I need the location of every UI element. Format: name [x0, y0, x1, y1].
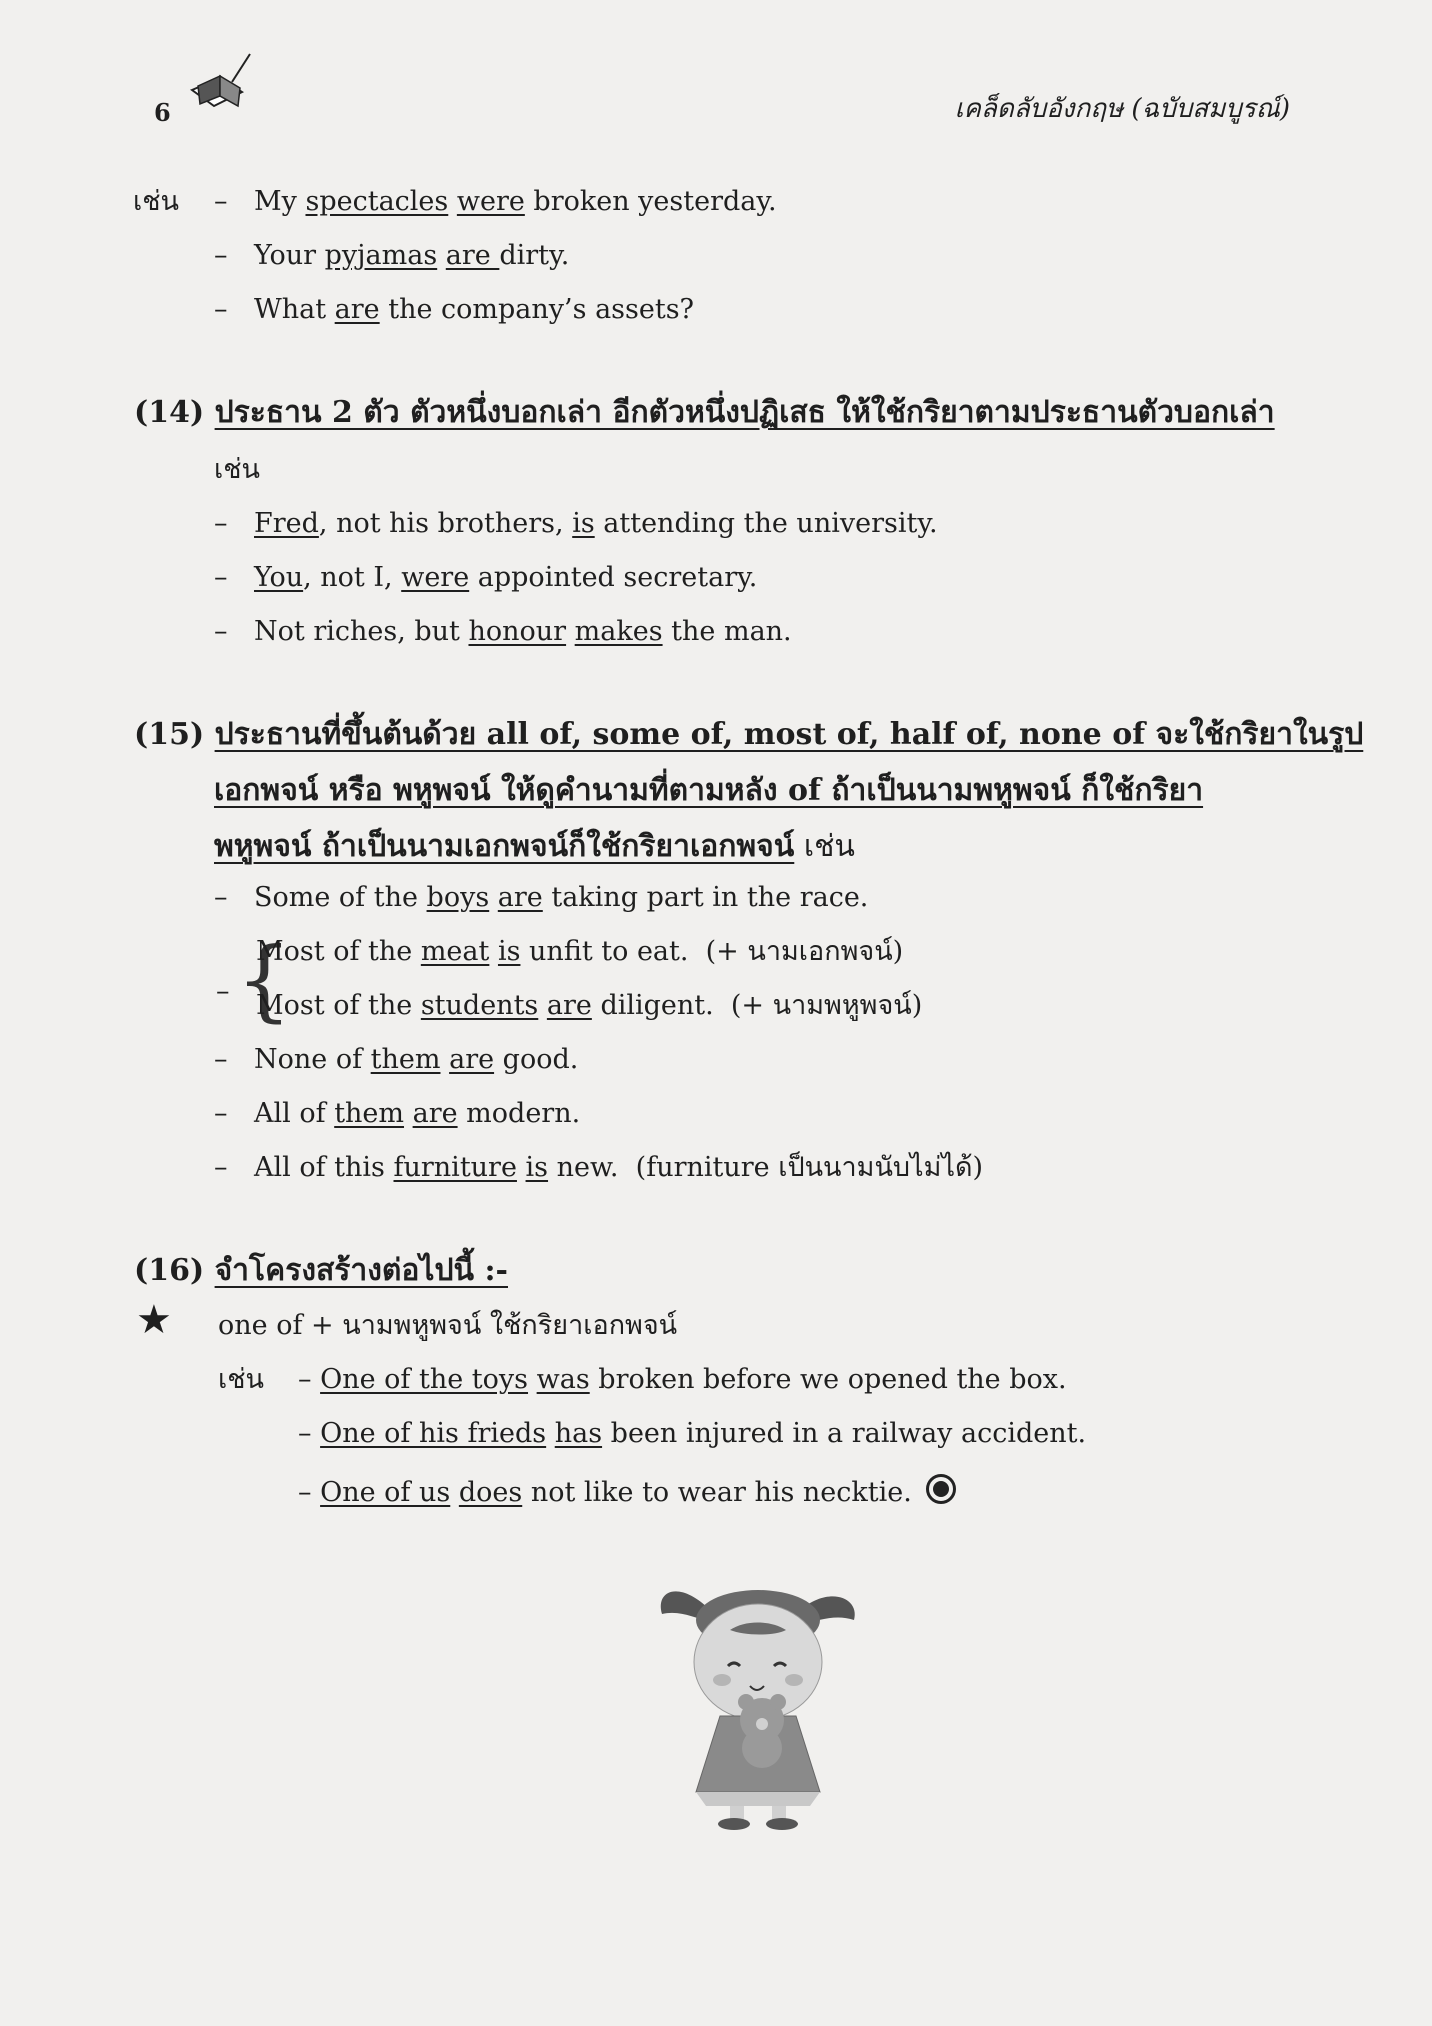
example-lead: เช่น [214, 454, 261, 485]
example-line: – Some of the boys are taking part in the race. [214, 882, 869, 913]
example-line: – What are the company’s assets? [214, 294, 695, 325]
rule-heading-16: (16) จำโครงสร้างต่อไปนี้ :- [134, 1253, 508, 1288]
example-lead: เช่น [218, 1364, 265, 1395]
star-icon: ★ [136, 1297, 172, 1343]
example-line: – Not riches, but honour makes the man. [214, 616, 792, 647]
example-line: Most of the meat is unfit to eat. (+ นามเอกพจน์) [256, 936, 904, 967]
example-line: – You, not I, were appointed secretary. [214, 562, 758, 593]
running-title: เคล็ดลับอังกฤษ (ฉบับสมบูรณ์) [954, 94, 1290, 124]
rule-heading-15-cont: พหูพจน์ ถ้าเป็นนามเอกพจน์ก็ใช้กริยาเอกพจน์ เช่น [214, 829, 855, 864]
rule-statement: one of + นามพหูพจน์ ใช้กริยาเอกพจน์ [218, 1310, 678, 1341]
brace-symbol: { [236, 928, 292, 1031]
rule-heading-14: (14) ประธาน 2 ตัว ตัวหนึ่งบอกเล่า อีกตัวหนึ่งปฏิเสธ ให้ใช้กริยาตามประธานตัวบอกเล่า [134, 395, 1275, 430]
example-line: – One of the toys was broken before we opened the box. [298, 1364, 1067, 1395]
example-line: – One of us does not like to wear his necktie. [298, 1474, 956, 1506]
example-line: Most of the students are diligent. (+ นามพหูพจน์) [256, 990, 923, 1021]
example-lead: เช่น [133, 186, 180, 217]
example-line: – None of them are good. [214, 1044, 579, 1075]
brace-dash: – [216, 976, 230, 1007]
example-line: – Your pyjamas are dirty. [214, 240, 570, 271]
example-line: – One of his frieds has been injured in a railway accident. [298, 1418, 1087, 1449]
rule-heading-15-cont: เอกพจน์ หรือ พหูพจน์ ให้ดูคำนามที่ตามหลัง of ถ้าเป็นนามพหูพจน์ ก็ใช้กริยา [214, 773, 1204, 808]
girl-mascot-illustration [650, 1570, 870, 1830]
page-number: 6 [154, 98, 171, 127]
example-line: – Fred, not his brothers, is attending the university. [214, 508, 938, 539]
example-line: – My spectacles were broken yesterday. [214, 186, 777, 217]
rule-heading-15: (15) ประธานที่ขึ้นต้นด้วย all of, some of, most of, half of, none of จะใช้กริยาในรูป [134, 717, 1364, 752]
example-line: – All of them are modern. [214, 1098, 581, 1129]
book-icon [188, 52, 258, 122]
bullseye-icon [926, 1474, 956, 1504]
example-line: – All of this furniture is new. (furniture เป็นนามนับไม่ได้) [214, 1152, 984, 1183]
